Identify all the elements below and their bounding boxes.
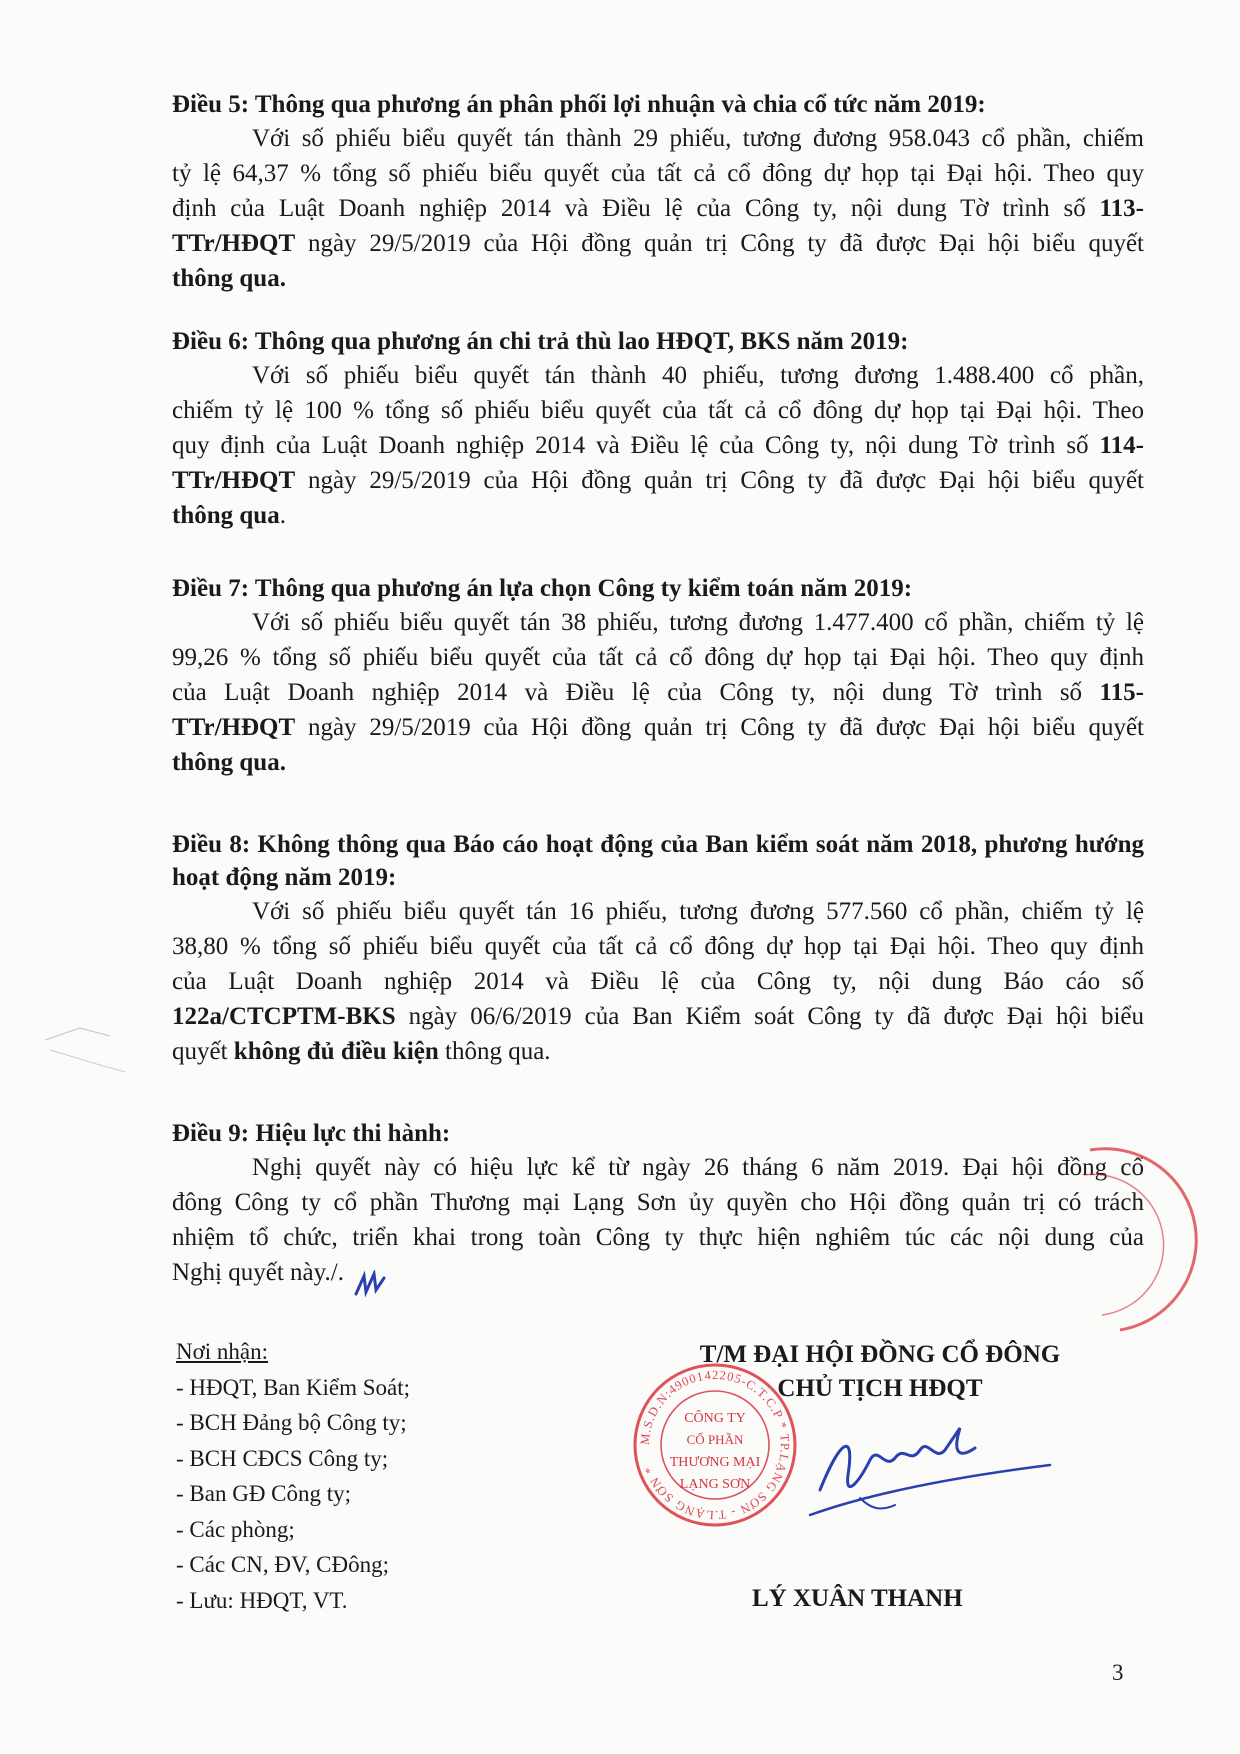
body-line	[172, 261, 1144, 296]
article-body	[172, 605, 1144, 780]
body-text: quyết	[172, 1038, 234, 1065]
article-body	[172, 121, 1144, 296]
bold-text: TTr/HĐQT	[172, 230, 296, 257]
body-text: của Luật Doanh nghiệp 2014 và Điều lệ của Công ty, nội dung Tờ trình số	[172, 679, 1100, 706]
article-body	[172, 894, 1144, 1069]
initial-mark	[352, 1270, 388, 1300]
article-title: Điều 9: Hiệu lực thi hành:	[172, 1120, 451, 1147]
body-text: 38,80 % tổng số phiếu biểu quyết của tất cả cổ đông dự họp tại Đại hội. Theo quy định	[172, 933, 1144, 960]
body-line	[172, 675, 1144, 710]
body-line	[172, 156, 1144, 191]
body-text: Với số phiếu biểu quyết tán 16 phiếu, tương đương 577.560 cổ phần, chiếm tỷ lệ	[252, 898, 1144, 925]
recipients-list	[176, 1334, 556, 1618]
body-line	[172, 894, 1144, 929]
bold-text: 115-	[1099, 679, 1144, 706]
body-line	[172, 964, 1144, 999]
seal-ring-text: M.S.D.N:4900142205-C.T.C.P * TP.LẠNG SƠN - T.LẠNG SƠN *	[637, 1367, 793, 1523]
bold-text: thông qua.	[172, 749, 286, 776]
body-text: chiếm tỷ lệ 100 % tổng số phiếu biểu quyết của tất cả cổ đông dự họp tại Đại hội. Theo	[172, 397, 1144, 424]
body-line	[172, 358, 1144, 393]
article-7	[172, 572, 1144, 780]
body-line	[172, 428, 1144, 463]
body-line	[172, 498, 1144, 533]
body-line	[172, 640, 1144, 675]
page-number: 3	[1112, 1660, 1124, 1685]
body-text: thông qua.	[438, 1038, 551, 1065]
article-8	[172, 828, 1144, 1069]
handwritten-signature	[800, 1420, 1060, 1530]
body-line	[172, 605, 1144, 640]
article-title: Điều 5: Thông qua phương án phân phối lợi nhuận và chia cổ tức năm 2019:	[172, 91, 986, 118]
body-line	[172, 121, 1144, 156]
recipient-item: - HĐQT, Ban Kiểm Soát;	[176, 1374, 411, 1400]
body-line	[172, 463, 1144, 498]
body-line	[172, 393, 1144, 428]
body-line	[172, 710, 1144, 745]
body-text: ngày 06/6/2019 của Ban Kiểm soát Công ty đã được Đại hội biểu	[395, 1003, 1144, 1030]
article-title: Điều 8: Không thông qua Báo cáo hoạt động của Ban kiểm soát năm 2018, phương hướng hoạt động năm 2019:	[172, 831, 1144, 891]
body-line	[172, 1150, 1144, 1185]
body-text: đông Công ty cổ phần Thương mại Lạng Sơn ủy quyền cho Hội đồng quản trị có trách	[172, 1189, 1144, 1216]
body-text: tỷ lệ 64,37 % tổng số phiếu biểu quyết của tất cả cổ đông dự họp tại Đại hội. Theo quy	[172, 160, 1144, 187]
body-line	[172, 999, 1144, 1034]
seal-line-4: LẠNG SƠN	[679, 1477, 751, 1492]
bold-text: 122a/CTCPTM-BKS	[172, 1003, 396, 1030]
recipient-item: - Ban GĐ Công ty;	[176, 1481, 352, 1506]
article-9	[172, 1117, 1144, 1290]
body-line	[172, 1034, 1144, 1069]
body-text: 99,26 % tổng số phiếu biểu quyết của tất cả cổ đông dự họp tại Đại hội. Theo quy định	[172, 644, 1144, 671]
bold-text: 114-	[1099, 432, 1144, 459]
seal-line-3: THƯƠNG MẠI	[669, 1455, 761, 1470]
article-body	[172, 1150, 1144, 1290]
body-text: của Luật Doanh nghiệp 2014 và Điều lệ của Công ty, nội dung Báo cáo số	[172, 968, 1144, 995]
body-text: quy định của Luật Doanh nghiệp 2014 và Điều lệ của Công ty, nội dung Tờ trình số	[172, 432, 1100, 459]
recipient-item: - Lưu: HĐQT, VT.	[176, 1587, 348, 1613]
body-text: định của Luật Doanh nghiệp 2014 và Điều lệ của Công ty, nội dung Tờ trình số	[172, 195, 1100, 222]
body-line	[172, 191, 1144, 226]
seal-line-1: CÔNG TY	[684, 1411, 746, 1426]
article-body	[172, 358, 1144, 533]
article-title: Điều 7: Thông qua phương án lựa chọn Công ty kiểm toán năm 2019:	[172, 575, 913, 602]
body-text: .	[279, 502, 286, 529]
recipient-item: - Các CN, ĐV, CĐông;	[176, 1552, 389, 1577]
body-line	[172, 1255, 1144, 1290]
body-text: ngày 29/5/2019 của Hội đồng quản trị Công ty đã được Đại hội biểu quyết	[295, 230, 1144, 257]
recipient-item: - Các phòng;	[176, 1516, 295, 1542]
body-text: ngày 29/5/2019 của Hội đồng quản trị Công ty đã được Đại hội biểu quyết	[295, 714, 1144, 741]
body-text: nhiệm tổ chức, triển khai trong toàn Công ty thực hiện nghiêm túc các nội dung của	[172, 1224, 1144, 1251]
bold-text: không đủ điều kiện	[233, 1038, 439, 1065]
recipient-item: - BCH Đảng bộ Công ty;	[176, 1410, 407, 1435]
recipients-heading: Nơi nhận:	[176, 1339, 269, 1364]
bold-text: thông qua	[172, 502, 280, 529]
signer-name: LÝ XUÂN THANH	[752, 1585, 963, 1612]
body-text: Với số phiếu biểu quyết tán 38 phiếu, tương đương 1.477.400 cổ phần, chiếm tỷ lệ	[252, 609, 1144, 636]
scan-artifact	[40, 1010, 130, 1080]
body-line	[172, 226, 1144, 261]
body-text: Với số phiếu biểu quyết tán thành 40 phiếu, tương đương 1.488.400 cổ phần,	[252, 362, 1144, 389]
body-text: ngày 29/5/2019 của Hội đồng quản trị Công ty đã được Đại hội biểu quyết	[295, 467, 1144, 494]
signature-title: T/M ĐẠI HỘI ĐỒNG CỔ ĐÔNG	[699, 1341, 1061, 1368]
seal-line-2: CỔ PHẦN	[686, 1432, 744, 1447]
body-text: Nghị quyết này có hiệu lực kể từ ngày 26 tháng 6 năm 2019. Đại hội đồng cổ	[252, 1154, 1144, 1181]
bold-text: TTr/HĐQT	[172, 714, 296, 741]
signature-position: CHỦ TỊCH HĐQT	[777, 1375, 983, 1402]
body-text: Nghị quyết này./.	[172, 1259, 344, 1286]
side-stamp-fragment	[1080, 1145, 1200, 1335]
body-text: Với số phiếu biểu quyết tán thành 29 phiếu, tương đương 958.043 cổ phần, chiếm	[252, 125, 1144, 152]
company-seal	[630, 1360, 800, 1530]
article-5	[172, 88, 1144, 296]
bold-text: 113-	[1099, 195, 1144, 222]
bold-text: thông qua.	[172, 265, 286, 292]
body-line	[172, 929, 1144, 964]
recipient-item: - BCH CĐCS Công ty;	[176, 1445, 389, 1471]
body-line	[172, 745, 1144, 780]
article-6	[172, 325, 1144, 533]
bold-text: TTr/HĐQT	[172, 467, 296, 494]
body-line	[172, 1185, 1144, 1220]
article-title: Điều 6: Thông qua phương án chi trả thù lao HĐQT, BKS năm 2019:	[172, 328, 909, 355]
body-line	[172, 1220, 1144, 1255]
